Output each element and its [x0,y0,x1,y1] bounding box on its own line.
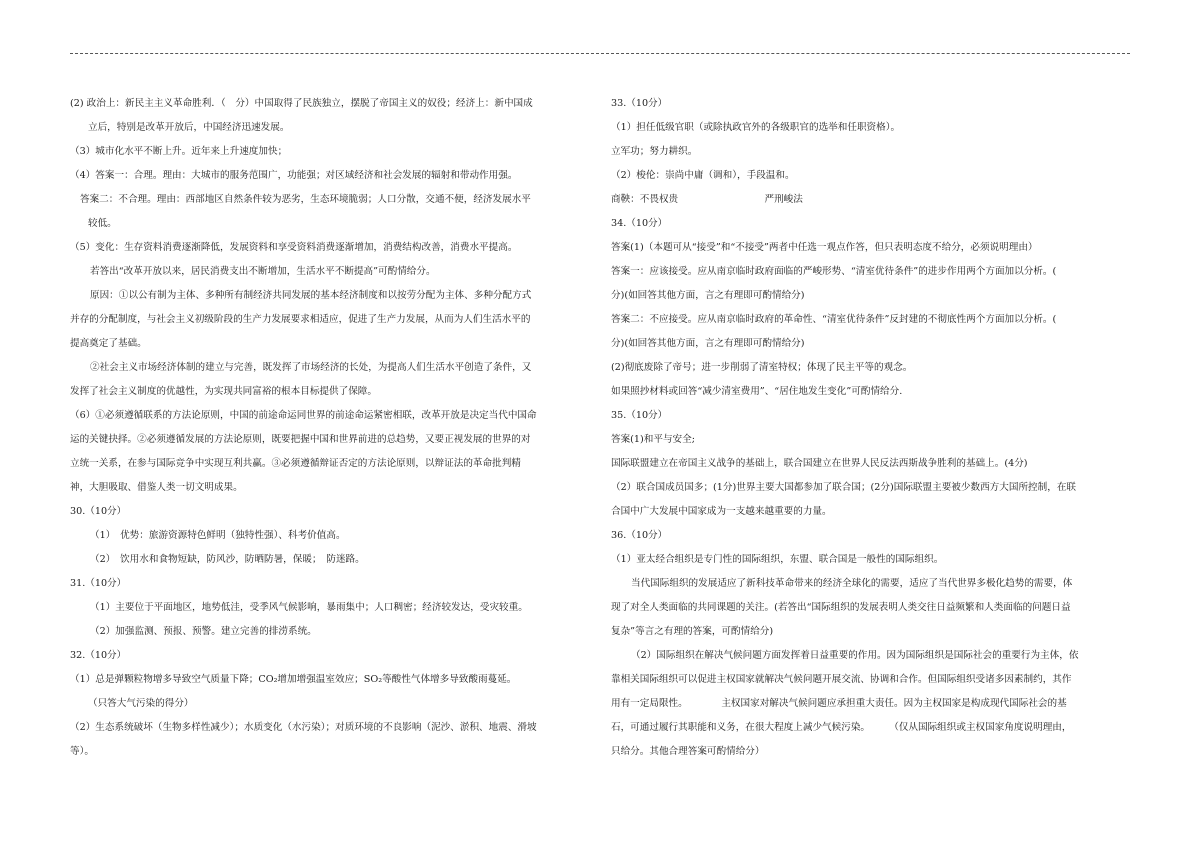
answer-line: 答案一：应该接受。应从南京临时政府面临的严峻形势、“清室优待条件”的进步作用两个方面加以分析。( [611,266,1057,277]
answer-line: 如果照抄材料或回答“减少清室费用”、“居住地发生变化”可酌情给分. [611,386,903,397]
answer-line: 立后，特别是改革开放后，中国经济迅速发展。 [88,122,290,133]
answer-line: 石，可通过履行其职能和义务，在很大程度上减少气候污染。 （仅从国际组织或主权国家角度说明理由， [611,722,1072,733]
answer-line: 等）。 [70,746,94,757]
answer-line: (2)彻底废除了帝号；进一步削弱了清室特权；体现了民主平等的观念。 [611,362,913,373]
answer-line: 分)(如回答其他方面，言之有理即可酌情给分) [611,290,805,301]
answer-line: 30.（10分） [70,506,127,517]
answer-line: （1）主要位于平面地区，地势低洼，受季风气候影响，暴雨集中；人口稠密；经济较发达，受灾较重。 [90,602,528,613]
answer-line: （1）总是弹颗粒物增多导致空气质量下降；CO₂增加增强温室效应；SO₂等酸性气体增多导致酸雨蔓延。 [70,674,517,685]
answer-line: 复杂”等言之有理的答案，可酌情给分) [611,626,774,637]
answer-line: 立统一关系，在参与国际竞争中实现互利共赢。③必须遵循辩证否定的方法论原则，以辩证法的革命批判精 [70,458,521,469]
answer-line: 分)(如回答其他方面，言之有理即可酌情给分) [611,338,805,349]
answer-line: 用有一定局限性。 主权国家对解决气候问题应承担重大责任。因为主权国家是构成现代国际社会的基 [611,698,1067,709]
answer-line: 较低。 [88,218,117,229]
answer-line: （5）变化：生存资料消费逐渐降低，发展资料和享受资料消费逐渐增加，消费结构改善，消费水平提高。 [70,242,518,253]
answer-line: （只答大气污染的得分） [88,698,194,709]
answer-line: 答案(1)和平与安全; [611,434,695,445]
answer-line: （1）担任低级官职（或除执政官外的各级职官的选举和任职资格）。 [611,122,901,133]
answer-line: 答案(1)（本题可从“接受”和“不接受”两者中任选一观点作答，但只表明态度不给分，必须说明理由） [611,242,1038,253]
answer-line: 原因：①以公有制为主体、多种所有制经济共同发展的基本经济制度和以按劳分配为主体、多种分配方式 [90,290,532,301]
answer-line: 神，大胆吸取、借鉴人类一切文明成果。 [70,482,243,493]
answer-line: ②社会主义市场经济体制的建立与完善，既发挥了市场经济的长处，为提高人们生活水平创造了条件，又 [90,362,532,373]
answer-line: 运的关键抉择。②必须遵循发展的方法论原则，既要把握中国和世界前进的总趋势，又要正视发展的世界的对 [70,434,531,445]
answer-line: （2）加强监测、预报、预警。建立完善的排涝系统。 [90,626,317,637]
answer-line: 34.（10分） [611,218,668,229]
header-dashed-rule [70,53,1130,54]
answer-column-right [611,92,1131,764]
answer-column-left [70,92,593,764]
answer-line: （2）生态系统破坏（生物多样性减少）；水质变化（水污染）；对质环境的不良影响（泥沙、淤积、地震、滑坡 [70,722,537,733]
answer-line: 靠相关国际组织可以促进主权国家就解决气候问题开展交流、协调和合作。但国际组织受诸多因素制约，其作 [611,674,1072,685]
answer-line: 35.（10分） [611,410,668,421]
answer-line: 发挥了社会主义制度的优越性，为实现共同富裕的根本目标提供了保障。 [70,386,377,397]
answer-line: 提高奠定了基础。 [70,338,147,349]
answer-line: 若答出“改革开放以来，居民消费支出不断增加，生活水平不断提高”可酌情给分。 [90,266,436,277]
answer-line: （1）亚太经合组织是专门性的国际组织，东盟、联合国是一般性的国际组织。 [611,554,944,565]
answer-line: 国际联盟建立在帝国主义战争的基础上，联合国建立在世界人民反法西斯战争胜利的基础上。(4分) [611,458,1028,469]
answer-line: 答案二：不合理。理由：西部地区自然条件较为恶劣，生态环境脆弱；人口分散，交通不便，经济发展水平 [80,194,531,205]
answer-line: 当代国际组织的发展适应了新科技革命带来的经济全球化的需要，适应了当代世界多极化趋势的需要，体 [631,578,1073,589]
answer-line: （3）城市化水平不断上升。近年来上升速度加快； [70,146,288,157]
answer-line: （1） 优势：旅游资源特色鲜明（独特性强）、科考价值高。 [90,530,346,541]
answer-line: （2） 饮用水和食物短缺，防风沙，防晒防暑，保暖； 防迷路。 [90,554,365,565]
answer-line: 只给分。其他合理答案可酌情给分） [611,746,765,757]
answer-line: （4）答案一：合理。理由：大城市的服务范围广，功能强；对区域经济和社会发展的辐射和带动作用强。 [70,170,518,181]
answer-line: （2）国际组织在解决气候问题方面发挥着日益重要的作用。因为国际组织是国际社会的重要行为主体，依 [631,650,1079,661]
answer-line: 32.（10分） [70,650,127,661]
answer-line: 并存的分配制度，与社会主义初级阶段的生产力发展要求相适应，促进了生产力发展，从而为人们生活水平的 [70,314,531,325]
answer-line: 立军功；努力耕织。 [611,146,698,157]
answer-line: 合国中广大发展中国家成为一支越来越重要的力量。 [611,506,832,517]
answer-line: 33.（10分） [611,98,668,109]
answer-line: （2）联合国成员国多；(1分)世界主要大国都参加了联合国；(2分)国际联盟主要被少数西方大国所控制，在联 [611,482,1077,493]
answer-line: （6）①必须遵循联系的方法论原则，中国的前途命运同世界的前途命运紧密相联，改革开放是决定当代中国命 [70,410,537,421]
answer-line: 36.（10分） [611,530,668,541]
answer-line: 31.（10分） [70,578,127,589]
answer-line: 商鞅：不畏权贵 严刑峻法 [611,194,803,205]
answer-line: 现了对全人类面临的共同课题的关注。(若答出“国际组织的发展表明人类交往日益频繁和人类面临的问题日益 [611,602,1071,613]
answer-line: (2) 政治上：新民主主义革命胜利．（ 分）中国取得了民族独立，摆脱了帝国主义的奴役；经济上：新中国成 [70,98,533,109]
answer-line: （2）梭伦：崇尚中庸（调和），手段温和。 [611,170,795,181]
answer-line: 答案二：不应接受。应从南京临时政府的革命性、“清室优待条件”反封建的不彻底性两个方面加以分析。( [611,314,1057,325]
